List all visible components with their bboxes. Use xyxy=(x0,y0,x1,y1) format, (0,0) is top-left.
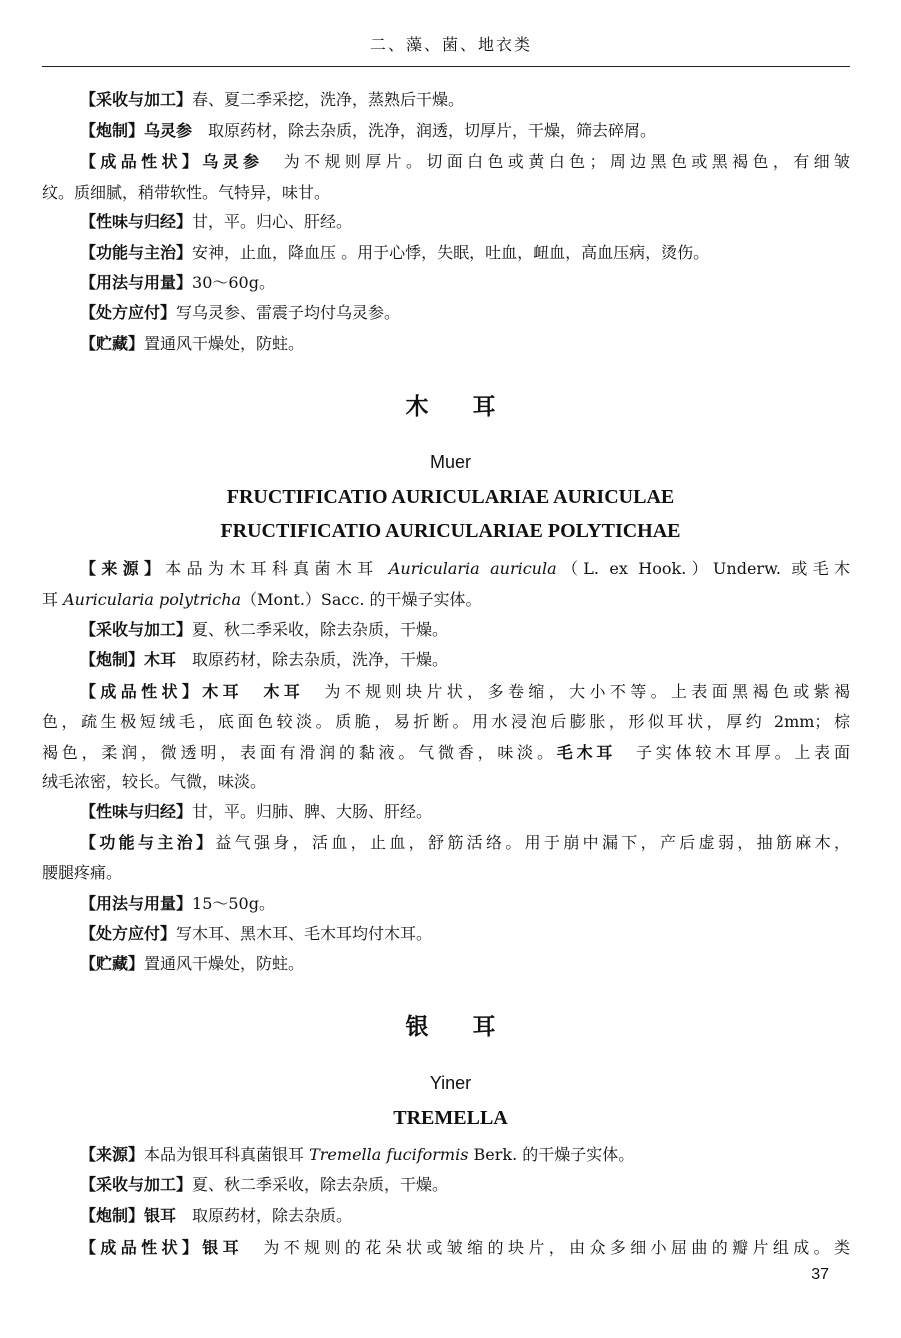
chapter-title: 二、藻、菌、地衣类 xyxy=(369,35,532,54)
yiner-caishou: 【采收与加工】夏、秋二季采收，除去杂质，干燥。 xyxy=(80,1175,449,1194)
yiner-title: 银耳 xyxy=(405,1014,540,1040)
page-number: 37 xyxy=(811,1266,829,1283)
muer-yongfa: 【用法与用量】15～50g。 xyxy=(80,894,275,913)
yiner-laiyuan: 【来源】本品为银耳科真菌银耳 Tremella fuciformis Berk. 的干燥子实体。 xyxy=(80,1145,635,1164)
muer-caishou: 【采收与加工】夏、秋二季采收，除去杂质，干燥。 xyxy=(80,620,449,639)
yiner-pinyin: Yiner xyxy=(429,1073,472,1093)
muer-xingwei: 【性味与归经】甘，平。归肺、脾、大肠、肝经。 xyxy=(80,802,433,821)
wulingshen-caishou: 【采收与加工】春、夏二季采挖，洗净，蒸熟后干燥。 xyxy=(80,90,465,109)
yiner-latin-name: TREMELLA xyxy=(393,1107,508,1129)
muer-xingzhuang-line3: 褐色，柔润，微透明，表面有滑润的黏液。气微香，味淡。毛木耳 子实体较木耳厚。上表面 xyxy=(42,743,850,762)
running-header xyxy=(42,26,850,67)
wulingshen-chufang: 【处方应付】写乌灵参、雷震子均付乌灵参。 xyxy=(80,303,401,322)
muer-pinyin: Muer xyxy=(429,452,471,472)
wulingshen-xingzhuang-line1: 【成品性状】乌灵参 为不规则厚片。切面白色或黄白色；周边黑色或黑褐色，有细皱 xyxy=(80,152,850,171)
muer-laiyuan-line2: 耳 Auricularia polytricha（Mont.）Sacc. 的干燥子实体。 xyxy=(42,590,482,609)
muer-xingzhuang-line4: 绒毛浓密，较长。气微，味淡。 xyxy=(42,772,267,791)
wulingshen-zhucang: 【贮藏】置通风干燥处，防蛀。 xyxy=(80,334,305,353)
muer-title: 木耳 xyxy=(405,394,540,420)
wulingshen-paozhi: 【炮制】乌灵参 取原药材，除去杂质，洗净，润透，切厚片，干燥，筛去碎屑。 xyxy=(80,121,657,140)
muer-xingzhuang-line1: 【成品性状】木耳 木耳 为不规则块片状，多卷缩，大小不等。上表面黑褐色或紫褐 xyxy=(80,682,850,701)
wulingshen-gongneng: 【功能与主治】安神，止血，降血压 。用于心悸，失眠，吐血，衄血，高血压病，烫伤。 xyxy=(80,243,710,262)
muer-laiyuan-line1: 【来源】本品为木耳科真菌木耳 Auricularia auricula（L. ex Hook.）Underw. 或毛木 xyxy=(80,559,851,578)
yiner-paozhi: 【炮制】银耳 取原药材，除去杂质。 xyxy=(80,1206,353,1225)
yiner-xingzhuang: 【成品性状】银耳 为不规则的花朵状或皱缩的块片，由众多细小屈曲的瓣片组成。类 xyxy=(80,1238,850,1257)
muer-chufang: 【处方应付】写木耳、黑木耳、毛木耳均付木耳。 xyxy=(80,924,433,943)
muer-paozhi: 【炮制】木耳 取原药材，除去杂质，洗净，干燥。 xyxy=(80,650,449,669)
muer-latin-name-1: FRUCTIFICATIO AURICULARIAE AURICULAE xyxy=(226,486,675,508)
wulingshen-xingwei: 【性味与归经】甘，平。归心、肝经。 xyxy=(80,212,353,231)
muer-gongneng-line1: 【功能与主治】益气强身，活血，止血，舒筋活络。用于崩中漏下，产后虚弱，抽筋麻木， xyxy=(80,833,850,852)
wulingshen-yongfa: 【用法与用量】30～60g。 xyxy=(80,273,275,292)
wulingshen-xingzhuang-line2: 纹。质细腻，稍带软性。气特异，味甘。 xyxy=(42,183,331,202)
muer-xingzhuang-line2: 色，疏生极短绒毛，底面色较淡。质脆，易折断。用水浸泡后膨胀，形似耳状，厚约 2mm；棕 xyxy=(42,712,850,731)
muer-latin-name-2: FRUCTIFICATIO AURICULARIAE POLYTICHAE xyxy=(220,520,681,542)
muer-zhucang: 【贮藏】置通风干燥处，防蛀。 xyxy=(80,954,305,973)
muer-gongneng-line2: 腰腿疼痛。 xyxy=(42,863,123,882)
